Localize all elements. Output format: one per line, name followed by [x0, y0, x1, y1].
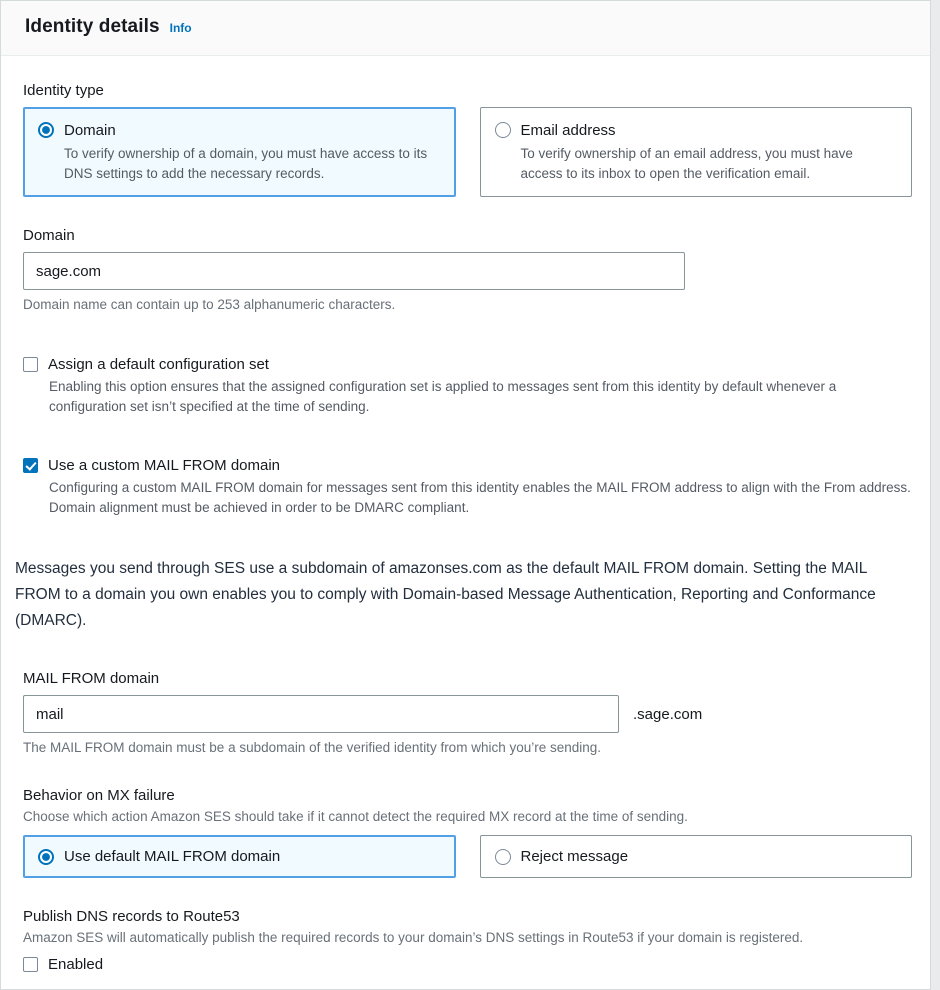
mail-from-domain-section — [23, 670, 912, 755]
route53-label: Publish DNS records to Route53 — [23, 908, 240, 925]
email-option-description: To verify ownership of an email address, you must have access to its inbox to open the verification email. — [520, 146, 853, 181]
custom-mail-from-checkbox-label[interactable]: Use a custom MAIL FROM domain — [48, 457, 281, 474]
mx-failure-section — [23, 787, 912, 878]
domain-helper-text: Domain name can contain up to 253 alphanumeric characters. — [23, 297, 396, 312]
mx-failure-label: Behavior on MX failure — [23, 787, 175, 804]
route53-description: Amazon SES will automatically publish the required records to your domain’s DNS settings in Route53 if your domain is registered. — [23, 930, 804, 945]
mx-failure-tiles — [23, 835, 912, 878]
config-set-checkbox-label[interactable]: Assign a default configuration set — [48, 356, 269, 373]
radio-checked-icon[interactable] — [38, 849, 54, 865]
config-set-description: Enabling this option ensures that the assigned configuration set is applied to messages sent from this identity by default whenever a configuration set isn’t specified at the time of sending. — [49, 379, 837, 414]
panel-header — [1, 1, 930, 56]
checkbox-unchecked-icon[interactable] — [23, 957, 38, 972]
route53-section — [23, 908, 912, 973]
mail-from-domain-label: MAIL FROM domain — [23, 670, 160, 687]
identity-type-email-tile[interactable] — [480, 107, 913, 197]
mail-from-domain-suffix: .sage.com — [633, 705, 703, 723]
checkbox-checked-icon[interactable] — [23, 458, 38, 473]
use-default-mail-from-tile[interactable] — [23, 835, 456, 878]
mail-from-helper-text: The MAIL FROM domain must be a subdomain of the verified identity from which you’re sending. — [23, 740, 602, 755]
identity-type-section — [23, 82, 912, 197]
radio-unchecked-icon[interactable] — [495, 122, 511, 138]
mail-from-explanation-paragraph: Messages you send through SES use a subdomain of amazonses.com as the default MAIL FROM domain. Setting the MAIL FROM to a domain you own enables you to comply with Domain-based Message Authentication, Reporting and Conformance (DMARC). — [15, 560, 876, 629]
custom-mail-from-checkbox-row[interactable] — [23, 457, 912, 474]
mx-failure-description: Choose which action Amazon SES should take if it cannot detect the required MX record at the time of sending. — [23, 809, 688, 824]
domain-option-description: To verify ownership of a domain, you must have access to its DNS settings to add the necessary records. — [64, 146, 428, 181]
domain-section — [23, 227, 912, 312]
info-link[interactable]: Info — [169, 21, 192, 35]
config-set-checkbox-row[interactable] — [23, 356, 912, 373]
domain-option-label: Domain — [64, 122, 116, 139]
reject-message-tile[interactable] — [480, 835, 913, 878]
route53-enabled-label[interactable]: Enabled — [48, 956, 104, 973]
email-option-label: Email address — [520, 122, 616, 139]
custom-mail-from-description: Configuring a custom MAIL FROM domain for messages sent from this identity enables the MAIL FROM address to align with the From address. Domain alignment must be achieved in order to be DMARC compliant. — [49, 480, 911, 515]
identity-type-tiles — [23, 107, 912, 197]
mail-from-domain-input[interactable] — [23, 695, 619, 733]
panel-body — [1, 56, 930, 989]
radio-checked-icon[interactable] — [38, 122, 54, 138]
domain-input[interactable] — [23, 252, 685, 290]
reject-message-label: Reject message — [520, 848, 629, 865]
custom-mail-from-section — [23, 457, 912, 518]
checkbox-unchecked-icon[interactable] — [23, 357, 38, 372]
domain-label: Domain — [23, 227, 75, 244]
route53-enabled-checkbox-row[interactable] — [23, 956, 912, 973]
use-default-mail-from-label: Use default MAIL FROM domain — [64, 848, 281, 865]
radio-unchecked-icon[interactable] — [495, 849, 511, 865]
identity-type-label: Identity type — [23, 82, 104, 99]
panel-title: Identity details — [25, 16, 160, 37]
config-set-section — [23, 356, 912, 417]
identity-type-domain-tile[interactable] — [23, 107, 456, 197]
